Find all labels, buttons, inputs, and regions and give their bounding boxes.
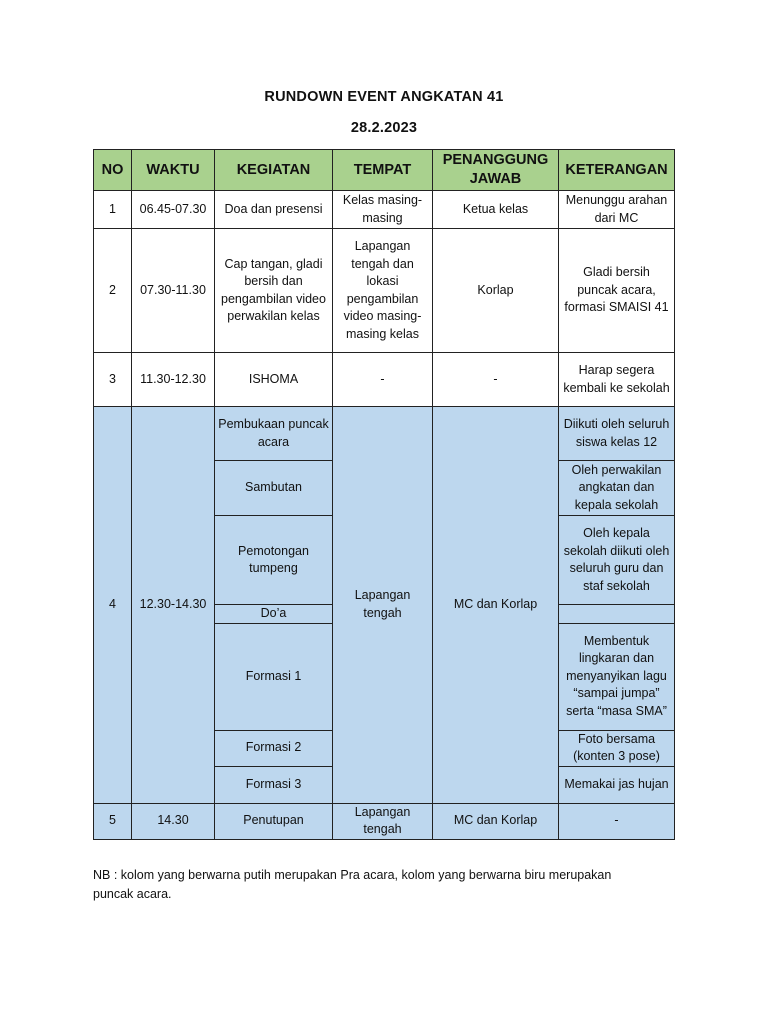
row-waktu: 12.30-14.30	[132, 407, 215, 804]
row-kegiatan: Pembukaan puncak acara	[215, 407, 333, 461]
row-waktu: 11.30-12.30	[132, 353, 215, 407]
row-keterangan: Oleh kepala sekolah diikuti oleh seluruh guru dan staf sekolah	[559, 516, 675, 605]
row-kegiatan: Formasi 1	[215, 623, 333, 730]
table-row	[94, 191, 675, 229]
row-keterangan	[559, 605, 675, 624]
rundown-table	[93, 149, 675, 840]
row-tempat: Lapangan tengah dan lokasi pengambilan video masing-masing kelas	[333, 229, 433, 353]
row-keterangan: Diikuti oleh seluruh siswa kelas 12	[559, 407, 675, 461]
row-no: 4	[94, 407, 132, 804]
row-kegiatan: ISHOMA	[215, 353, 333, 407]
row-penanggung-jawab: MC dan Korlap	[433, 803, 559, 839]
row-keterangan: Memakai jas hujan	[559, 766, 675, 803]
table-row	[94, 407, 675, 461]
row-keterangan: Foto bersama (konten 3 pose)	[559, 730, 675, 766]
table-row	[94, 229, 675, 353]
row-no: 5	[94, 803, 132, 839]
row-kegiatan: Penutupan	[215, 803, 333, 839]
column-header-waktu: WAKTU	[132, 150, 215, 191]
row-kegiatan: Pemotongan tumpeng	[215, 516, 333, 605]
row-keterangan: Menunggu arahan dari MC	[559, 191, 675, 229]
column-header-kegiatan: KEGIATAN	[215, 150, 333, 191]
row-no: 3	[94, 353, 132, 407]
row-penanggung-jawab: MC dan Korlap	[433, 407, 559, 804]
row-penanggung-jawab: Korlap	[433, 229, 559, 353]
row-waktu: 06.45-07.30	[132, 191, 215, 229]
row-keterangan: Membentuk lingkaran dan menyanyikan lagu “sampai jumpa” serta “masa SMA”	[559, 623, 675, 730]
table-row	[94, 353, 675, 407]
row-kegiatan: Cap tangan, gladi bersih dan pengambilan video perwakilan kelas	[215, 229, 333, 353]
table-row	[94, 803, 675, 839]
document-title: RUNDOWN EVENT ANGKATAN 41	[264, 89, 504, 105]
column-header-tempat: TEMPAT	[333, 150, 433, 191]
row-keterangan: Harap segera kembali ke sekolah	[559, 353, 675, 407]
row-kegiatan: Formasi 3	[215, 766, 333, 803]
row-penanggung-jawab: -	[433, 353, 559, 407]
row-penanggung-jawab: Ketua kelas	[433, 191, 559, 229]
row-keterangan: Oleh perwakilan angkatan dan kepala sekolah	[559, 461, 675, 516]
row-kegiatan: Formasi 2	[215, 730, 333, 766]
row-tempat: Kelas masing-masing	[333, 191, 433, 229]
column-header-keterangan: KETERANGAN	[559, 150, 675, 191]
row-kegiatan: Sambutan	[215, 461, 333, 516]
column-header-penanggung-jawab: PENANGGUNG JAWAB	[433, 150, 559, 191]
row-keterangan: Gladi bersih puncak acara, formasi SMAISI 41	[559, 229, 675, 353]
row-waktu: 14.30	[132, 803, 215, 839]
row-kegiatan: Do’a	[215, 605, 333, 624]
row-no: 2	[94, 229, 132, 353]
row-keterangan: -	[559, 803, 675, 839]
row-no: 1	[94, 191, 132, 229]
footnote: NB : kolom yang berwarna putih merupakan Pra acara, kolom yang berwarna biru merupakan puncak acara.	[93, 868, 612, 901]
row-kegiatan: Doa dan presensi	[215, 191, 333, 229]
row-waktu: 07.30-11.30	[132, 229, 215, 353]
table-header-row	[94, 150, 675, 191]
row-tempat: -	[333, 353, 433, 407]
row-tempat: Lapangan tengah	[333, 803, 433, 839]
column-header-no: NO	[94, 150, 132, 191]
row-tempat: Lapangan tengah	[333, 407, 433, 804]
event-date: 28.2.2023	[350, 120, 418, 136]
